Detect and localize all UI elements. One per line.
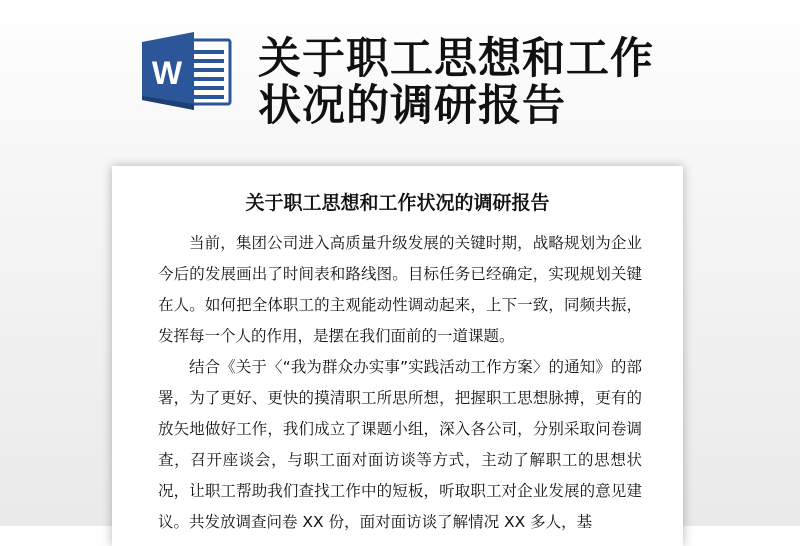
document-body (158, 228, 642, 538)
paragraph: 结合《关于〈“我为群众办实事”实践活动工作方案〉的通知》的部署，为了更好、更快的摸清职工所思所想，把握职工思想脉搏，更有的放矢地做好工作，我们成立了课题小组，深入各公司，分别采取问卷调查，召开座谈会，与职工面对面访谈等方式，主动了解职工的思想状况，让职工帮助我们查找工作中的短板，听取职工对企业发展的意见建议。共发放调查问卷 XX 份，面对面访谈了解情况 XX 多人，基 (158, 358, 642, 531)
document-title: 关于职工思想和工作状况的调研报告 (245, 192, 550, 214)
banner-title: 关于职工思想和工作状况的调研报告 (258, 34, 654, 131)
svg-text:W: W (151, 55, 183, 91)
header-banner (0, 0, 800, 150)
document-page (112, 166, 683, 546)
word-document-icon (142, 30, 234, 112)
paragraph: 当前，集团公司进入高质量升级发展的关键时期，战略规划为企业今后的发展画出了时间表和路线图。目标任务已经确定，实现规划关键在人。如何把全体职工的主观能动性调动起来，上下一致，同频共振，发挥每一个人的作用，是摆在我们面前的一道课题。 (158, 234, 642, 345)
